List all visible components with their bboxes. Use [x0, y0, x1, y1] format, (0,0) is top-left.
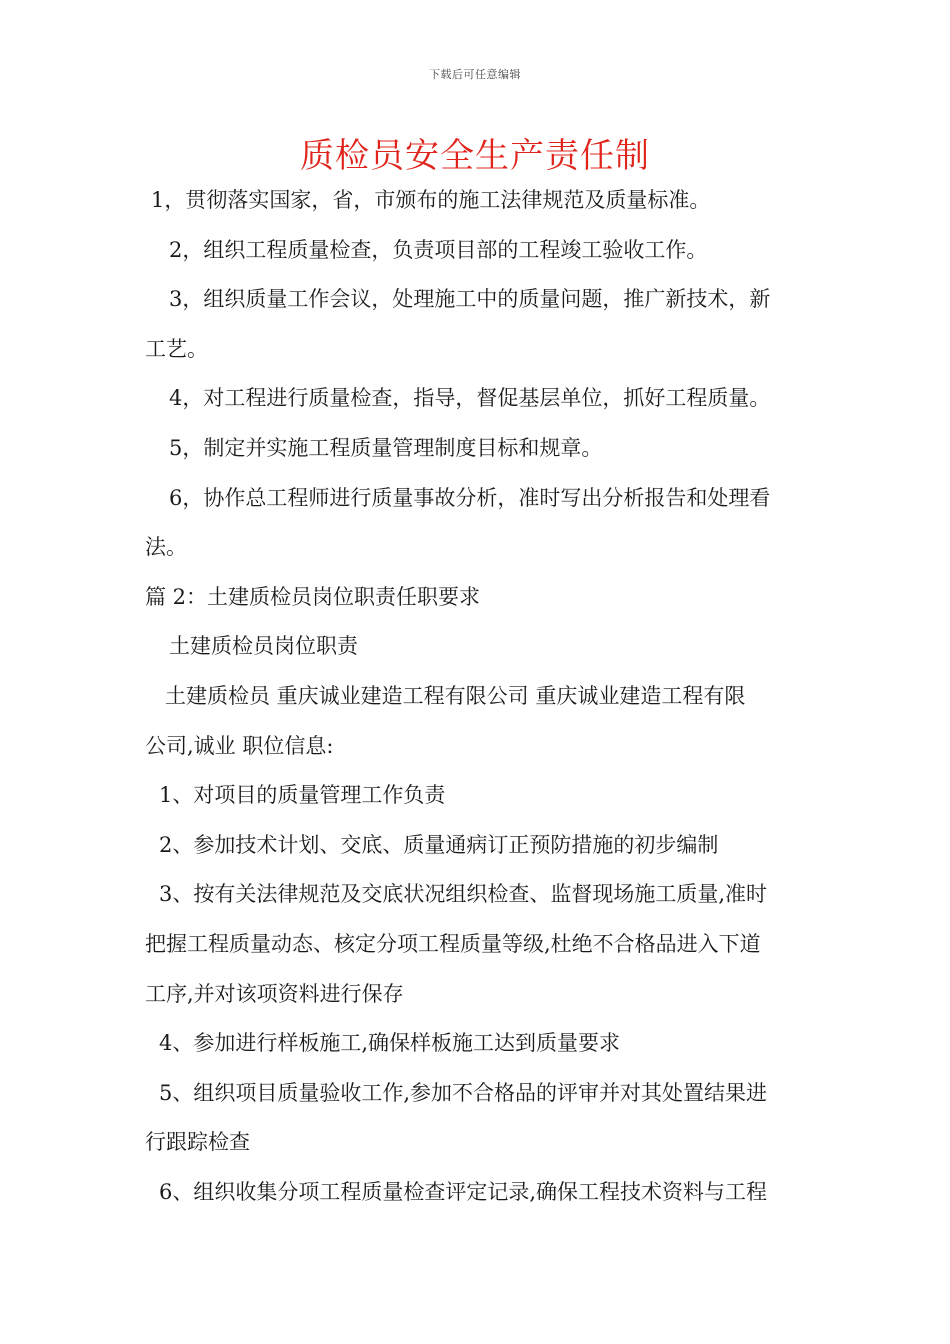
list-item: 6、组织收集分项工程质量检查评定记录,确保工程技术资料与工程 [159, 1179, 768, 1204]
section-heading: 篇 2：土建质检员岗位职责任职要求 [145, 584, 481, 609]
paragraph-line: 公司,诚业 职位信息: [145, 733, 334, 758]
list-item-continuation: 行跟踪检查 [145, 1130, 250, 1155]
list-item-continuation: 把握工程质量动态、核定分项工程质量等级,杜绝不合格品进入下道 [145, 931, 761, 956]
paragraph-line: 2，组织工程质量检查，负责项目部的工程竣工验收工作。 [169, 237, 708, 262]
document-body [145, 176, 809, 1217]
paragraph-line: 工艺。 [145, 336, 208, 361]
list-item-continuation: 工序,并对该项资料进行保存 [145, 981, 404, 1006]
paragraph-line: 1，贯彻落实国家，省，市颁布的施工法律规范及质量标准。 [151, 188, 711, 212]
list-item: 5、组织项目质量验收工作,参加不合格品的评审并对其处置结果进 [159, 1080, 768, 1105]
document-title: 质检员安全生产责任制 [300, 136, 650, 176]
list-item: 3、按有关法律规范及交底状况组织检查、监督现场施工质量,准时 [159, 882, 768, 907]
paragraph-line: 5，制定并实施工程质量管理制度目标和规章。 [169, 435, 603, 460]
list-item: 2、参加技术计划、交底、质量通病订正预防措施的初步编制 [159, 832, 719, 857]
list-item: 4、参加进行样板施工,确保样板施工达到质量要求 [159, 1031, 621, 1056]
list-item: 1、对项目的质量管理工作负责 [159, 783, 446, 808]
paragraph-line: 土建质检员 重庆诚业建造工程有限公司 重庆诚业建造工程有限 [165, 683, 746, 708]
paragraph-line: 3，组织质量工作会议，处理施工中的质量问题，推广新技术，新 [169, 287, 771, 312]
paragraph-line: 6，协作总工程师进行质量事故分析，准时写出分析报告和处理看 [169, 485, 771, 510]
subsection-heading: 土建质检员岗位职责 [169, 634, 358, 659]
paragraph-line: 法。 [145, 535, 187, 560]
page-header-note: 下载后可任意编辑 [429, 68, 521, 81]
paragraph-line: 4，对工程进行质量检查，指导，督促基层单位，抓好工程质量。 [169, 386, 771, 411]
